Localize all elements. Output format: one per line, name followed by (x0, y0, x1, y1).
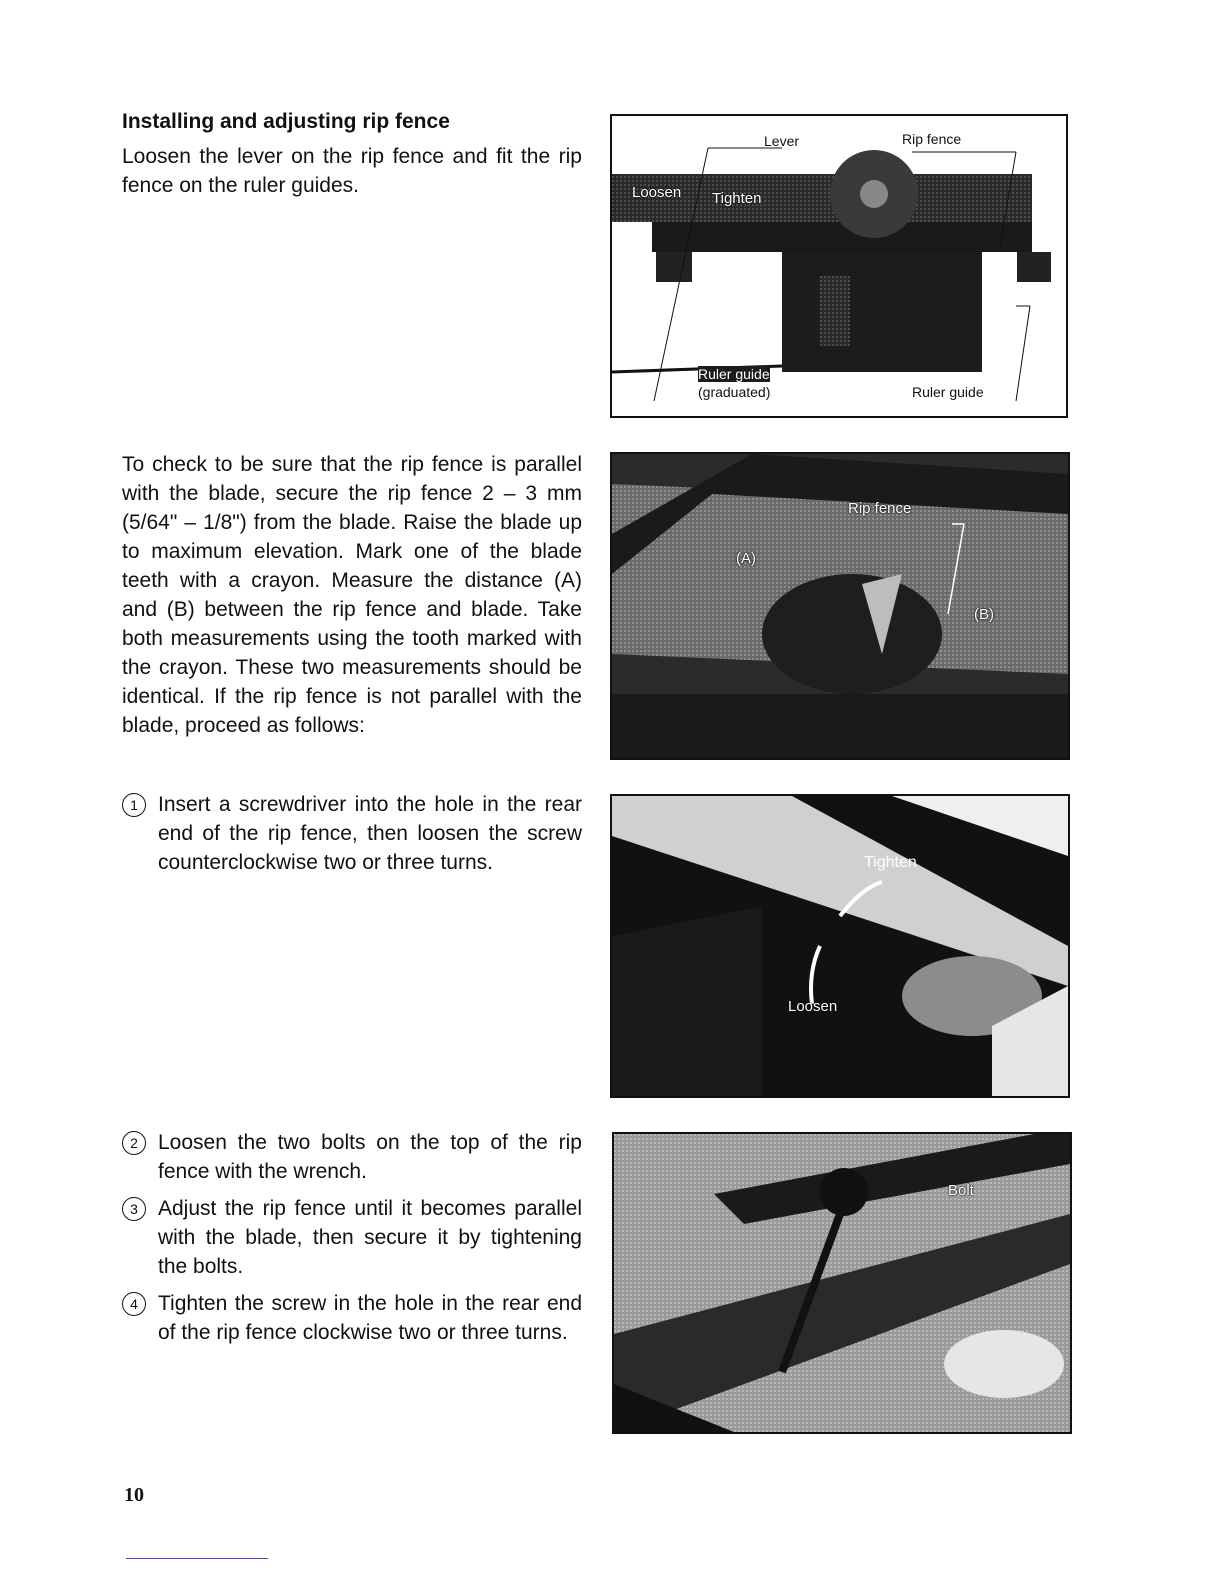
step-text: Adjust the rip fence until it becomes parallel with the blade, then secure it by tightening the bolts. (158, 1197, 582, 1278)
label-loosen: Loosen (788, 998, 838, 1015)
label-graduated: (graduated) (698, 384, 771, 400)
label-rip-fence: Rip fence (902, 131, 962, 147)
step-3 (122, 1194, 582, 1281)
label-loosen: Loosen (632, 184, 682, 201)
figure-screwdriver-adjust (610, 794, 1070, 1098)
step-number: 2 (122, 1131, 146, 1155)
check-paragraph: To check to be sure that the rip fence is parallel with the blade, secure the rip fence 2 – 3 mm (5/64" – 1/8") from the blade. Raise the blade up to maximum elevation. Mark one of the blade teeth with a crayon. Measure the distance (A) and (B) between the rip fence and blade. Take both measurements using the tooth marked with the crayon. These two measurements should be identical. If the rip fence is not parallel with the blade, proceed as follows: (122, 453, 582, 737)
step-1 (122, 790, 582, 877)
figure-bolt-adjust (612, 1132, 1072, 1434)
label-tighten: Tighten (864, 854, 917, 871)
page-number: 10 (124, 1484, 144, 1506)
step-block-1 (122, 790, 582, 885)
label-ruler-guide: Ruler guide (912, 384, 984, 400)
step-text: Tighten the screw in the hole in the rear end of the rip fence clockwise two or three turns. (158, 1292, 582, 1344)
figure-measure-distance (610, 452, 1070, 760)
label-rip-fence: Rip fence (848, 500, 912, 517)
step-2 (122, 1128, 582, 1186)
footer-divider (126, 1558, 268, 1559)
label-bolt: Bolt (948, 1182, 974, 1199)
step-number: 4 (122, 1292, 146, 1316)
measurement-illustration (612, 454, 1068, 758)
step-block-2-4 (122, 1128, 582, 1355)
bolt-illustration (614, 1134, 1070, 1432)
label-ruler-guide-graduated: Ruler guide (698, 366, 770, 382)
screwdriver-illustration (612, 796, 1068, 1096)
label-lever: Lever (764, 133, 800, 149)
step-number: 3 (122, 1197, 146, 1221)
step-number: 1 (122, 793, 146, 817)
figure-table-saw-overview (610, 114, 1068, 418)
check-text-block (122, 450, 582, 740)
label-tighten: Tighten (712, 190, 762, 207)
step-text: Insert a screwdriver into the hole in the rear end of the rip fence, then loosen the screw counterclockwise two or three turns. (158, 793, 582, 874)
step-4 (122, 1289, 582, 1347)
intro-text-block (122, 142, 582, 200)
section-heading: Installing and adjusting rip fence (122, 110, 450, 133)
label-distance-a: (A) (736, 550, 756, 567)
label-distance-b: (B) (974, 606, 994, 623)
intro-paragraph: Loosen the lever on the rip fence and fit the rip fence on the ruler guides. (122, 145, 582, 197)
table-saw-illustration (612, 116, 1066, 416)
step-text: Loosen the two bolts on the top of the rip fence with the wrench. (158, 1131, 582, 1183)
